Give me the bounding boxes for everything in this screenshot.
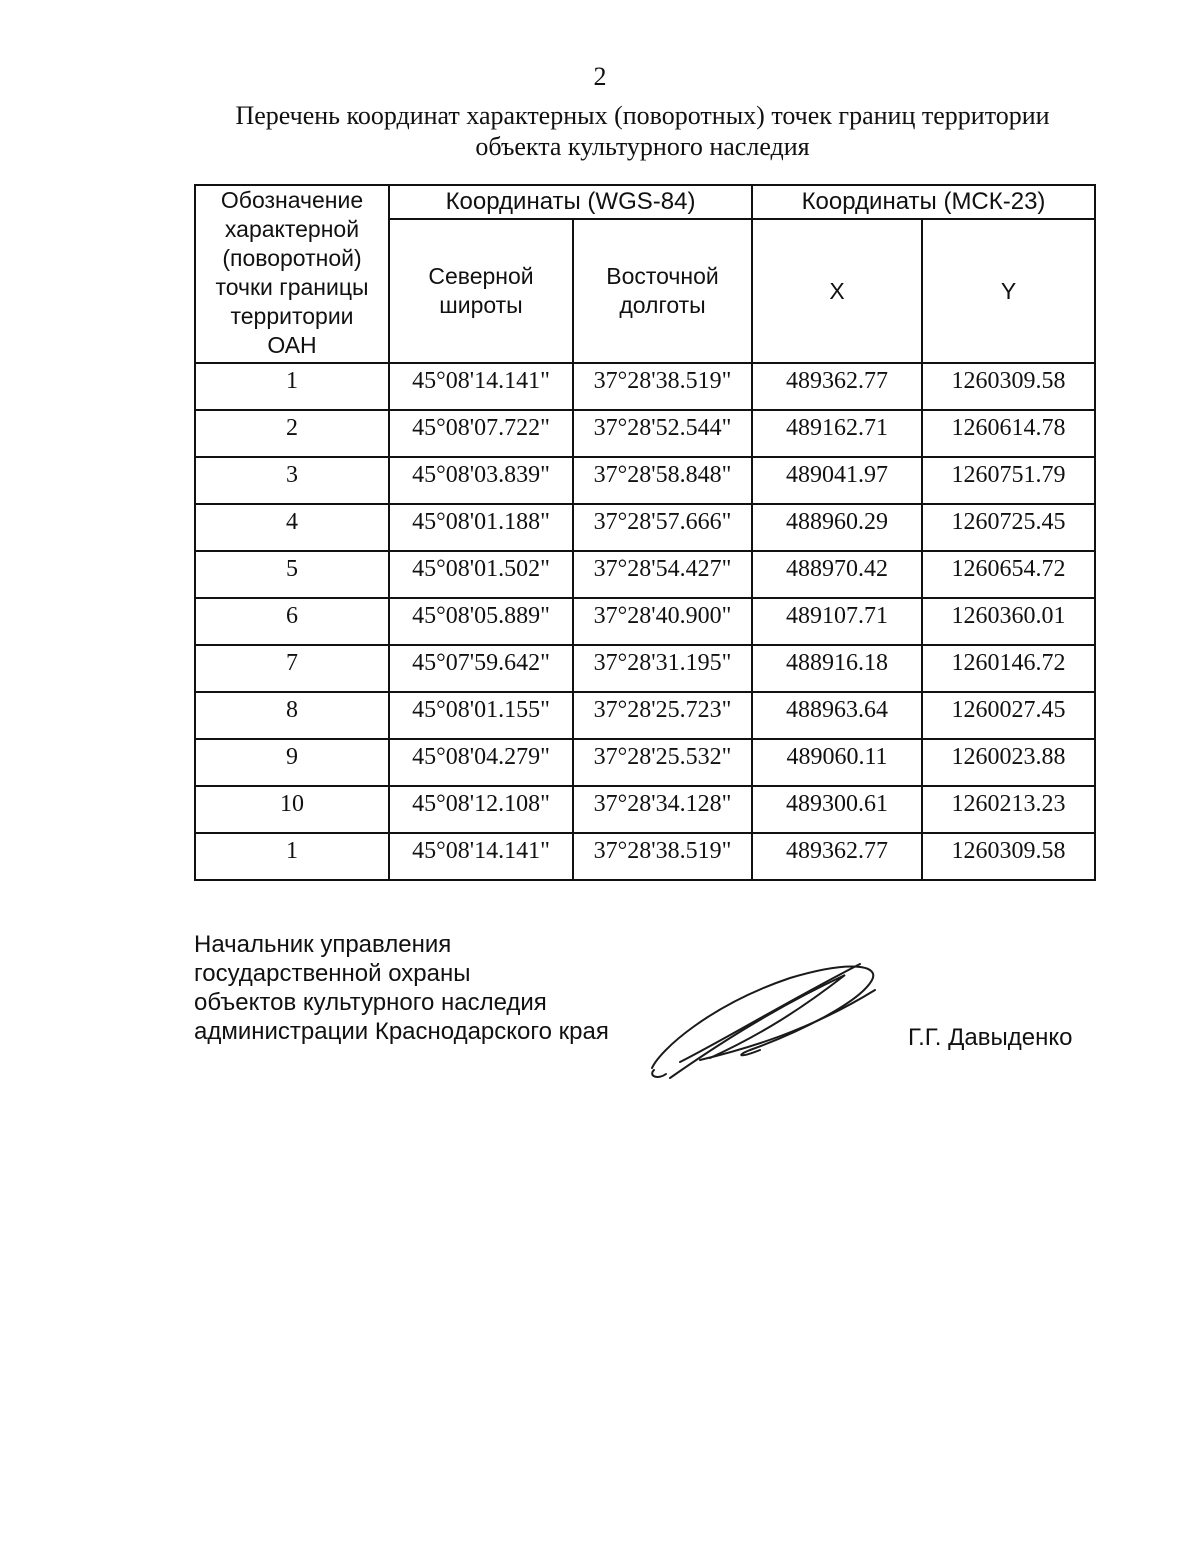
position-line: Начальник управления: [194, 931, 452, 958]
cell-y: 1260725.45: [922, 504, 1095, 551]
position-line: администрации Краснодарского края: [194, 1018, 609, 1045]
cell-point: 10: [195, 786, 389, 833]
coordinates-table: [194, 184, 1096, 881]
header-north-line: широты: [439, 292, 523, 318]
cell-latitude: 45°08'04.279": [389, 739, 573, 786]
table-row: [195, 363, 1095, 410]
table-row: [195, 786, 1095, 833]
header-wgs84-group: Координаты (WGS-84): [389, 185, 752, 219]
cell-x: 489362.77: [752, 363, 922, 410]
cell-latitude: 45°08'07.722": [389, 410, 573, 457]
cell-point: 3: [195, 457, 389, 504]
cell-longitude: 37°28'31.195": [573, 645, 752, 692]
header-point-line: (поворотной): [222, 245, 362, 271]
header-north-line: Северной: [428, 263, 534, 289]
cell-point: 2: [195, 410, 389, 457]
cell-latitude: 45°07'59.642": [389, 645, 573, 692]
cell-longitude: 37°28'38.519": [573, 833, 752, 880]
header-point-line: ОАН: [267, 332, 317, 358]
table-row: [195, 833, 1095, 880]
document-title: [0, 100, 1200, 162]
cell-longitude: 37°28'57.666": [573, 504, 752, 551]
header-point-line: точки границы: [215, 274, 369, 300]
header-east-line: долготы: [619, 292, 706, 318]
table-row: [195, 645, 1095, 692]
cell-y: 1260027.45: [922, 692, 1095, 739]
cell-longitude: 37°28'52.544": [573, 410, 752, 457]
cell-point: 4: [195, 504, 389, 551]
cell-y: 1260146.72: [922, 645, 1095, 692]
cell-y: 1260309.58: [922, 833, 1095, 880]
cell-y: 1260309.58: [922, 363, 1095, 410]
table-row: [195, 457, 1095, 504]
cell-latitude: 45°08'14.141": [389, 363, 573, 410]
cell-latitude: 45°08'03.839": [389, 457, 573, 504]
cell-longitude: 37°28'58.848": [573, 457, 752, 504]
header-y: Y: [922, 219, 1095, 363]
cell-point: 8: [195, 692, 389, 739]
header-point-line: Обозначение: [220, 187, 364, 213]
cell-point: 1: [195, 833, 389, 880]
table-row: [195, 551, 1095, 598]
title-line-2: объекта культурного наследия: [475, 132, 810, 161]
header-x: X: [752, 219, 922, 363]
cell-point: 9: [195, 739, 389, 786]
cell-latitude: 45°08'14.141": [389, 833, 573, 880]
cell-point: 5: [195, 551, 389, 598]
cell-point: 6: [195, 598, 389, 645]
position-line: объектов культурного наследия: [194, 989, 547, 1016]
table-row: [195, 410, 1095, 457]
table-row: [195, 739, 1095, 786]
signatory-position: [194, 930, 609, 1046]
cell-x: 489362.77: [752, 833, 922, 880]
header-north-latitude: [389, 219, 573, 363]
cell-longitude: 37°28'25.532": [573, 739, 752, 786]
header-east-longitude: [573, 219, 752, 363]
cell-y: 1260614.78: [922, 410, 1095, 457]
cell-longitude: 37°28'34.128": [573, 786, 752, 833]
header-point-line: характерной: [224, 216, 360, 242]
cell-x: 489041.97: [752, 457, 922, 504]
cell-x: 488916.18: [752, 645, 922, 692]
table-row: [195, 598, 1095, 645]
cell-longitude: 37°28'38.519": [573, 363, 752, 410]
cell-longitude: 37°28'25.723": [573, 692, 752, 739]
cell-longitude: 37°28'40.900": [573, 598, 752, 645]
cell-longitude: 37°28'54.427": [573, 551, 752, 598]
handwritten-signature: [640, 950, 890, 1090]
cell-x: 489060.11: [752, 739, 922, 786]
header-point-line: территории: [230, 303, 354, 329]
cell-x: 489162.71: [752, 410, 922, 457]
position-line: государственной охраны: [194, 960, 471, 987]
cell-y: 1260023.88: [922, 739, 1095, 786]
cell-x: 489107.71: [752, 598, 922, 645]
cell-latitude: 45°08'12.108": [389, 786, 573, 833]
cell-x: 488970.42: [752, 551, 922, 598]
cell-y: 1260360.01: [922, 598, 1095, 645]
cell-latitude: 45°08'01.155": [389, 692, 573, 739]
title-line-1: Перечень координат характерных (поворотных) точек границ территории: [235, 101, 1050, 130]
cell-point: 1: [195, 363, 389, 410]
table-row: [195, 504, 1095, 551]
cell-latitude: 45°08'01.188": [389, 504, 573, 551]
table-row: [195, 692, 1095, 739]
cell-y: 1260751.79: [922, 457, 1095, 504]
page-number: 2: [593, 62, 607, 91]
cell-y: 1260213.23: [922, 786, 1095, 833]
cell-x: 489300.61: [752, 786, 922, 833]
header-east-line: Восточной: [606, 263, 719, 289]
cell-latitude: 45°08'01.502": [389, 551, 573, 598]
cell-y: 1260654.72: [922, 551, 1095, 598]
header-msk23-group: Координаты (МСК-23): [752, 185, 1095, 219]
cell-x: 488960.29: [752, 504, 922, 551]
header-point-designation: [195, 185, 389, 363]
cell-point: 7: [195, 645, 389, 692]
signer-name: Г.Г. Давыденко: [908, 1024, 1073, 1051]
cell-latitude: 45°08'05.889": [389, 598, 573, 645]
cell-x: 488963.64: [752, 692, 922, 739]
